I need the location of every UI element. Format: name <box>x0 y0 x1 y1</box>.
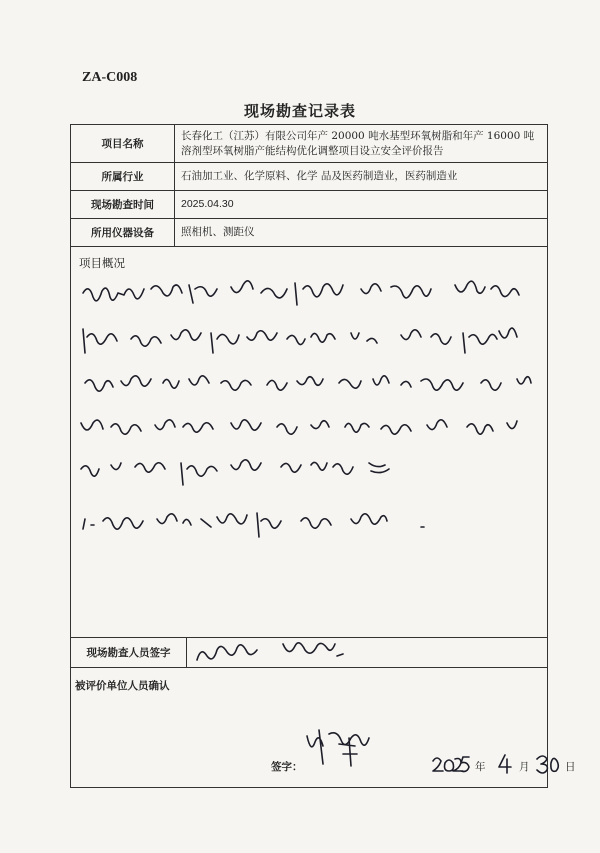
project-name-label: 项目名称 <box>71 125 175 162</box>
row-equipment <box>71 219 547 247</box>
row-survey-time <box>71 191 547 219</box>
overview-label: 项目概况 <box>79 256 125 270</box>
project-overview-section <box>71 247 547 638</box>
handwritten-day <box>535 753 565 775</box>
surveyor-signature-area <box>187 638 547 667</box>
row-project-name <box>71 125 547 163</box>
industry-label: 所属行业 <box>71 163 175 190</box>
unit-signature-image <box>299 724 379 774</box>
equipment-label: 所用仪器设备 <box>71 219 175 246</box>
document-code: ZA-C008 <box>82 70 138 85</box>
date-month-unit: 月 <box>519 761 530 773</box>
unit-confirmation-section <box>71 668 576 787</box>
row-industry <box>71 163 547 191</box>
handwriting-line-2 <box>71 323 547 363</box>
handwriting-line-5 <box>71 453 547 493</box>
surveyor-signature-label: 现场勘查人员签字 <box>71 638 187 667</box>
handwritten-year <box>431 753 471 775</box>
surveyor-signature-image <box>187 638 547 668</box>
industry-value: 石油加工业、化学原料、化学 品及医药制造业，医药制造业 <box>181 170 458 182</box>
survey-time-value: 2025.04.30 <box>181 198 234 210</box>
equipment-value: 照相机、测距仪 <box>181 226 255 238</box>
unit-confirmation-label: 被评价单位人员确认 <box>75 680 170 692</box>
handwriting-line-4 <box>71 413 547 453</box>
handwriting-line-3 <box>71 369 547 409</box>
handwriting-line-6 <box>71 507 547 547</box>
handwritten-month <box>495 753 519 775</box>
handwriting-line-1 <box>71 275 547 315</box>
project-name-value: 长春化工（江苏）有限公司年产 20000 吨水基型环氧树脂和年产 16000 吨溶剂型环氧树脂产能结构优化调整项目设立安全评价报告 <box>181 129 535 157</box>
date-day-unit: 日 <box>565 761 576 773</box>
document-title: 现场勘查记录表 <box>243 102 356 120</box>
date-year-unit: 年 <box>475 761 486 773</box>
survey-table <box>70 124 576 788</box>
surveyor-signature-row <box>71 638 547 668</box>
survey-time-label: 现场勘查时间 <box>71 191 175 218</box>
signature-label: 签字： <box>271 761 303 773</box>
